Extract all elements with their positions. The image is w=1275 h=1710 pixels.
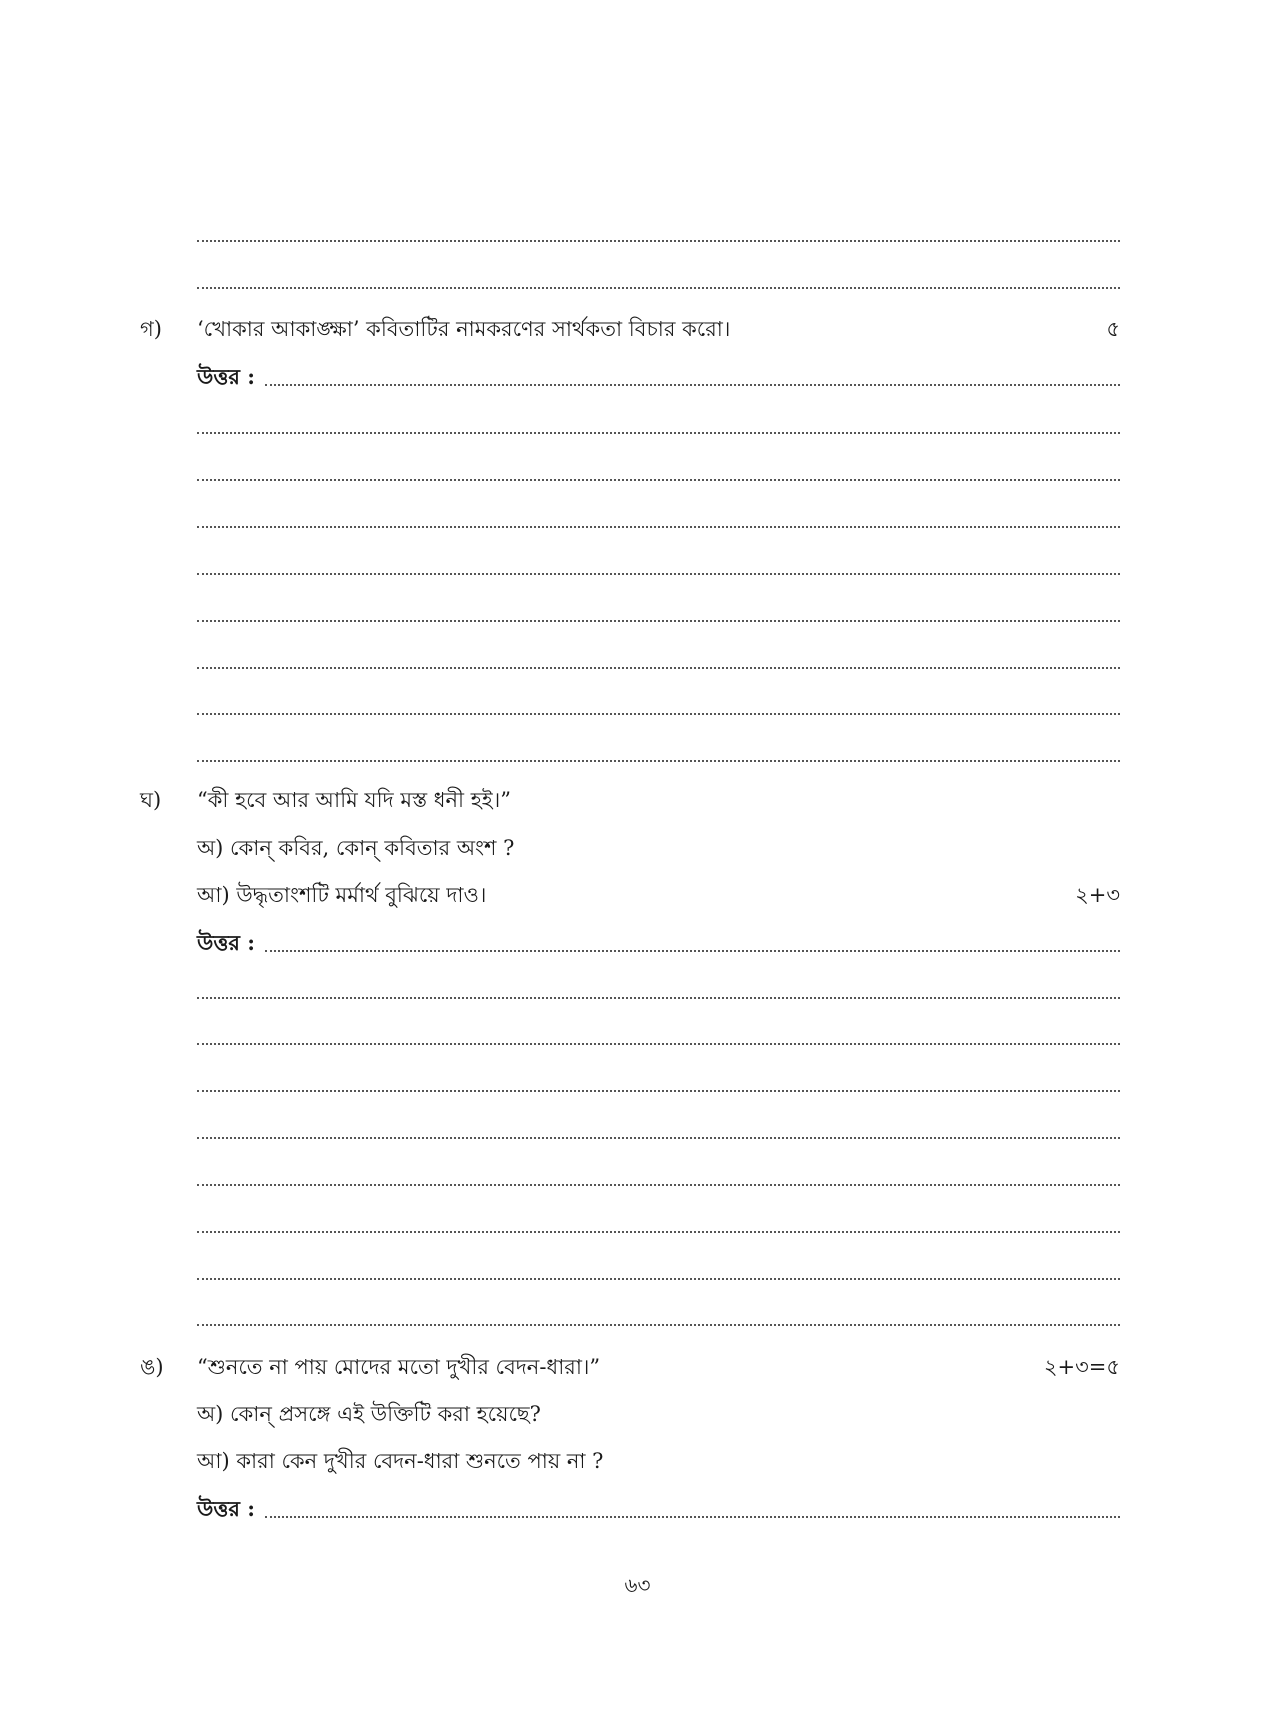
answer-line xyxy=(197,1324,1120,1326)
page-number: ৬৩ xyxy=(624,1573,651,1597)
answer-line xyxy=(197,432,1120,434)
question-marks: ২+৩=৫ xyxy=(1043,1355,1120,1379)
answer-line xyxy=(197,1184,1120,1186)
answer-label: উত্তর : xyxy=(197,930,255,955)
answer-line xyxy=(197,1231,1120,1233)
question-quote: “কী হবে আর আমি যদি মস্ত ধনী হই।” xyxy=(197,788,511,812)
answer-line xyxy=(197,526,1120,528)
question-text: ‘খোকার আকাঙ্ক্ষা’ কবিতাটির নামকরণের সার্থকতা বিচার করো। xyxy=(197,317,731,341)
answer-line xyxy=(265,1516,1120,1518)
sub-question-b: আ) কারা কেন দুখীর বেদন-ধারা শুনতে পায় না ? xyxy=(197,1449,604,1473)
answer-line xyxy=(197,287,1120,289)
answer-line xyxy=(197,1137,1120,1139)
answer-line xyxy=(197,713,1120,715)
answer-line xyxy=(265,950,1120,952)
answer-label: উত্তর : xyxy=(197,1496,255,1521)
answer-line xyxy=(197,1278,1120,1280)
answer-line xyxy=(265,384,1120,386)
question-number: ঘ) xyxy=(140,788,162,812)
answer-line xyxy=(197,1043,1120,1045)
answer-line xyxy=(197,1090,1120,1092)
sub-question-a: অ) কোন্ কবির, কোন্ কবিতার অংশ ? xyxy=(197,836,515,860)
answer-line xyxy=(197,573,1120,575)
answer-line xyxy=(197,240,1120,242)
answer-line xyxy=(197,997,1120,999)
answer-label: উত্তর : xyxy=(197,364,255,389)
question-number: গ) xyxy=(140,317,162,341)
answer-line xyxy=(197,760,1120,762)
question-number: ঙ) xyxy=(140,1355,164,1379)
sub-question-a: অ) কোন্ প্রসঙ্গে এই উক্তিটি করা হয়েছে? xyxy=(197,1402,541,1426)
question-marks: ২+৩ xyxy=(1075,883,1120,907)
sub-question-b: আ) উদ্ধৃতাংশটি মর্মার্থ বুঝিয়ে দাও। xyxy=(197,883,487,907)
answer-line xyxy=(197,620,1120,622)
answer-line xyxy=(197,667,1120,669)
question-marks: ৫ xyxy=(1106,317,1120,341)
answer-line xyxy=(197,479,1120,481)
question-quote: “শুনতে না পায় মোদের মতো দুখীর বেদন-ধারা।” xyxy=(197,1355,601,1379)
